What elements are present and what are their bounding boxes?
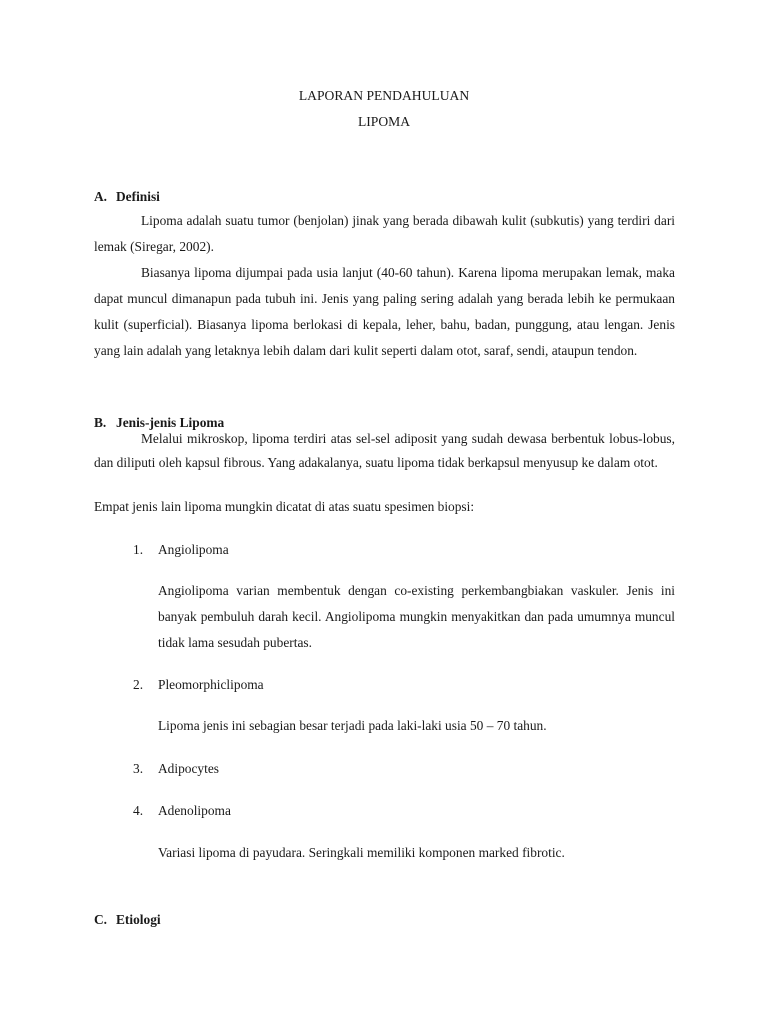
section-a-title: Definisi — [116, 189, 160, 204]
section-c-heading — [94, 912, 161, 928]
document-subtitle: LIPOMA — [357, 114, 411, 129]
list-item-label: Pleomorphiclipoma — [158, 677, 264, 692]
section-b-letter: B. — [94, 415, 107, 430]
jenis-paragraph-2: Empat jenis lain lipoma mungkin dicatat di atas suatu spesimen biopsi: — [94, 499, 475, 514]
list-item-description: Lipoma jenis ini sebagian besar terjadi pada laki-laki usia 50 – 70 tahun. — [158, 718, 547, 733]
list-item-label: Angiolipoma — [158, 542, 229, 557]
list-item-number: 3. — [133, 761, 144, 776]
list-item-description: Variasi lipoma di payudara. Seringkali memiliki komponen marked fibrotic. — [158, 845, 565, 860]
definisi-paragraph-1: Lipoma adalah suatu tumor (benjolan) jinak yang berada dibawah kulit (subkutis) yang terdiri dari lemak (Siregar, 2002). — [94, 213, 675, 254]
definisi-paragraph-2: Biasanya lipoma dijumpai pada usia lanjut (40-60 tahun). Karena lipoma merupakan lemak, maka dapat muncul dimanapun pada tubuh ini. Jenis yang paling sering adalah yang berada lebih ke permukaan kulit (superficial). Biasanya lipoma berlokasi di kepala, leher, bahu, badan, punggung, atau lengan. Jenis yang lain adalah yang letaknya lebih dalam dari kulit seperti dalam otot, saraf, sendi, ataupun tendon. — [94, 265, 675, 358]
list-item-number: 4. — [133, 803, 144, 818]
section-b-title: Jenis-jenis Lipoma — [116, 415, 225, 430]
list-item-number: 1. — [133, 542, 144, 557]
section-a-letter: A. — [94, 189, 108, 204]
list-item-description: Angiolipoma varian membentuk dengan co-existing perkembangbiakan vaskuler. Jenis ini banyak pembuluh darah kecil. Angiolipoma mungkin menyakitkan dan pada umumnya muncul tidak lama sesudah pubertas. — [158, 583, 675, 650]
section-c-letter: C. — [94, 912, 108, 927]
jenis-paragraph-1: Melalui mikroskop, lipoma terdiri atas sel-sel adiposit yang sudah dewasa berbentuk lobus-lobus, dan diliputi oleh kapsul fibrous. Yang adakalanya, suatu lipoma tidak berkapsul menyusup ke dalam otot. — [94, 431, 675, 470]
section-a-heading — [94, 189, 160, 205]
list-item-number: 2. — [133, 677, 144, 692]
list-item-label: Adenolipoma — [158, 803, 231, 818]
document-title: LAPORAN PENDAHULUAN — [298, 88, 470, 103]
section-c-title: Etiologi — [116, 912, 161, 927]
list-item-label: Adipocytes — [158, 761, 219, 776]
